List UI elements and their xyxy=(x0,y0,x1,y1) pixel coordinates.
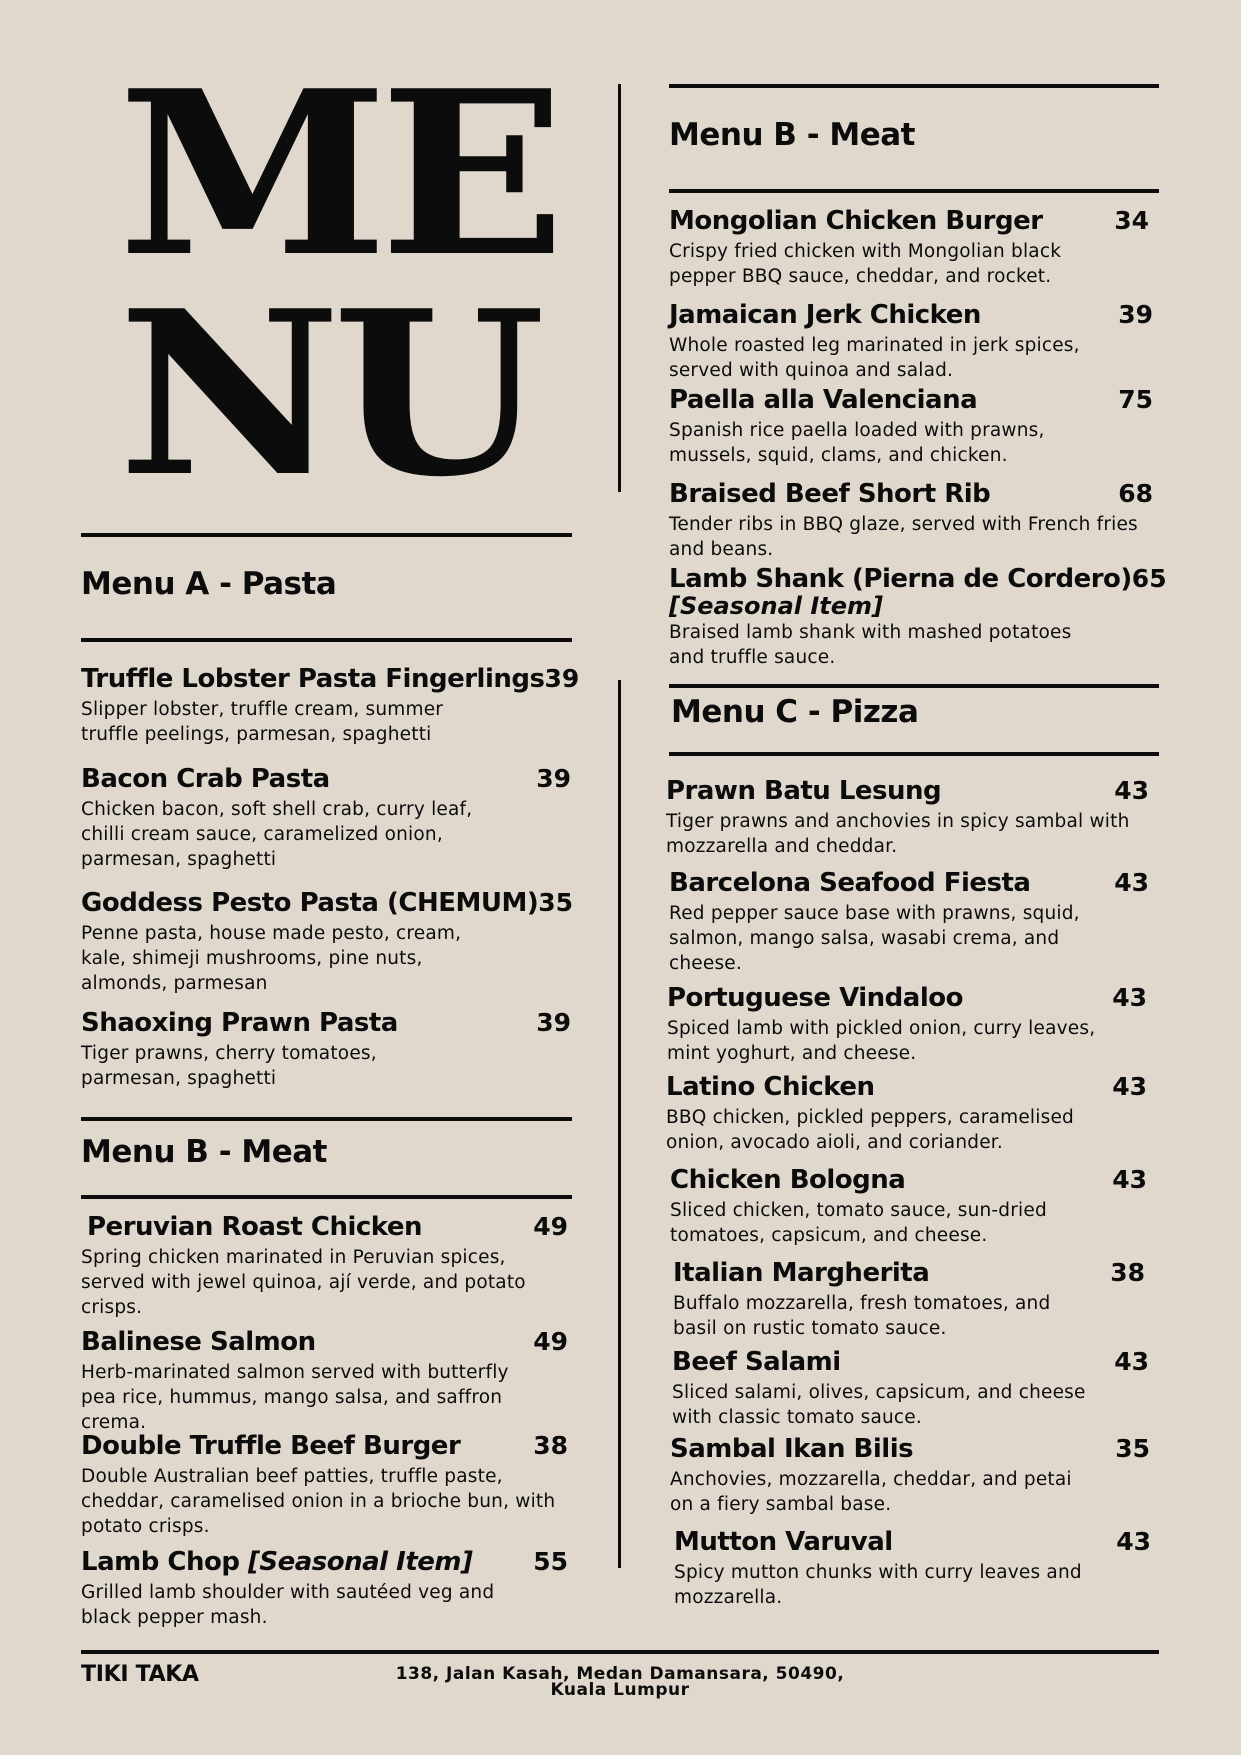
menu-title-nu: NU xyxy=(118,262,537,527)
item-price: 68 xyxy=(1118,479,1153,508)
section-title-menu-b-right: Menu B - Meat xyxy=(669,117,915,153)
item-name: Latino Chicken xyxy=(666,1072,875,1102)
menu-item xyxy=(666,776,1149,859)
item-price: 39 xyxy=(536,764,571,793)
menu-item xyxy=(669,868,1149,976)
item-price: 43 xyxy=(1114,776,1149,805)
item-name: Jamaican Jerk Chicken xyxy=(669,300,981,330)
item-desc: Braised lamb shank with mashed potatoes and truffle sauce. xyxy=(669,622,1072,668)
menu-item xyxy=(673,1258,1145,1341)
item-name: Paella alla Valenciana xyxy=(669,385,978,415)
menu-item xyxy=(669,300,1153,383)
menu-item xyxy=(81,1547,568,1630)
item-desc: Sliced chicken, tomato sauce, sun-dried tomatoes, capsicum, and cheese. xyxy=(670,1200,1047,1246)
section-title-menu-b: Menu B - Meat xyxy=(81,1134,327,1170)
section-title-menu-a: Menu A - Pasta xyxy=(81,566,337,602)
rule xyxy=(81,1117,572,1121)
item-desc: Buffalo mozzarella, fresh tomatoes, and basil on rustic tomato sauce. xyxy=(673,1293,1051,1339)
item-desc: Tiger prawns, cherry tomatoes, parmesan, spaghetti xyxy=(81,1043,377,1089)
item-name: Sambal Ikan Bilis xyxy=(670,1434,914,1464)
footer-address xyxy=(330,1666,910,1698)
item-name: Bacon Crab Pasta xyxy=(81,764,330,794)
menu-item xyxy=(81,1431,568,1539)
item-name: Chicken Bologna xyxy=(670,1165,906,1195)
menu-item xyxy=(666,1072,1147,1155)
menu-item xyxy=(669,206,1149,289)
menu-item xyxy=(81,1212,568,1320)
item-price: 43 xyxy=(1112,1072,1147,1101)
rule xyxy=(81,638,572,642)
item-name: Lamb Shank (Pierna de Cordero) xyxy=(669,564,1132,594)
rule xyxy=(81,1195,572,1199)
item-name: Mutton Varuval xyxy=(674,1527,893,1557)
item-price: 35 xyxy=(538,888,573,917)
rule xyxy=(669,684,1159,688)
footer-rule xyxy=(81,1650,1159,1654)
item-name-text: Lamb Chop xyxy=(81,1547,240,1577)
item-desc: BBQ chicken, pickled peppers, caramelised onion, avocado aioli, and coriander. xyxy=(666,1107,1074,1153)
item-price: 39 xyxy=(1118,300,1153,329)
item-price: 75 xyxy=(1118,385,1153,414)
item-name: Shaoxing Prawn Pasta xyxy=(81,1008,398,1038)
item-name: Mongolian Chicken Burger xyxy=(669,206,1043,236)
footer-address-line1: 138, Jalan Kasah, Medan Damansara, 50490, xyxy=(395,1664,845,1684)
item-price: 43 xyxy=(1116,1527,1151,1556)
rule xyxy=(669,84,1159,88)
item-desc: Double Australian beef patties, truffle paste, cheddar, caramelised onion in a brioche bun, with potato crisps. xyxy=(81,1466,556,1537)
item-desc: Spiced lamb with pickled onion, curry leaves, mint yoghurt, and cheese. xyxy=(667,1018,1096,1064)
item-price: 55 xyxy=(533,1547,568,1576)
menu-item xyxy=(674,1527,1151,1610)
item-name: Barcelona Seafood Fiesta xyxy=(669,868,1031,898)
seasonal-tag: [Seasonal Item] xyxy=(669,592,884,620)
menu-item xyxy=(670,1165,1147,1248)
menu-item xyxy=(81,888,571,996)
rule xyxy=(669,752,1159,756)
item-name: Braised Beef Short Rib xyxy=(669,479,991,509)
menu-item xyxy=(669,564,1167,670)
item-name: Peruvian Roast Chicken xyxy=(87,1212,423,1242)
item-price: 35 xyxy=(1115,1434,1150,1463)
menu-item xyxy=(667,983,1147,1066)
item-name: Beef Salami xyxy=(672,1347,841,1377)
item-price: 39 xyxy=(544,664,580,693)
item-name: Balinese Salmon xyxy=(81,1327,316,1357)
item-price: 49 xyxy=(533,1327,568,1356)
footer-brand: TIKI TAKA xyxy=(81,1662,199,1687)
item-price: 65 xyxy=(1131,564,1167,593)
menu-item xyxy=(81,1327,568,1435)
menu-item xyxy=(81,1008,571,1091)
menu-title-me: ME xyxy=(118,42,557,307)
item-desc: Spring chicken marinated in Peruvian spices, served with jewel quinoa, ají verde, and potato crisps. xyxy=(81,1247,526,1318)
item-desc: Sliced salami, olives, capsicum, and cheese with classic tomato sauce. xyxy=(672,1382,1086,1428)
menu-item xyxy=(670,1434,1150,1517)
section-title-menu-c: Menu C - Pizza xyxy=(671,694,919,730)
item-price: 43 xyxy=(1112,983,1147,1012)
item-price: 43 xyxy=(1114,868,1149,897)
item-desc: Tiger prawns and anchovies in spicy sambal with mozzarella and cheddar. xyxy=(666,811,1130,857)
item-price: 43 xyxy=(1114,1347,1149,1376)
item-desc: Penne pasta, house made pesto, cream, kale, shimeji mushrooms, pine nuts, almonds, parmesan xyxy=(81,923,462,994)
item-price: 38 xyxy=(1110,1258,1145,1287)
item-name xyxy=(81,1547,472,1577)
item-desc: Red pepper sauce base with prawns, squid, salmon, mango salsa, wasabi crema, and cheese. xyxy=(669,903,1080,974)
seasonal-tag: [Seasonal Item] xyxy=(248,1547,473,1577)
item-desc: Spanish rice paella loaded with prawns, mussels, squid, clams, and chicken. xyxy=(669,420,1045,466)
rule xyxy=(81,533,572,537)
column-divider-top xyxy=(618,84,621,492)
item-name: Double Truffle Beef Burger xyxy=(81,1431,461,1461)
item-price: 43 xyxy=(1112,1165,1147,1194)
column-divider-bottom xyxy=(618,680,621,1568)
item-name: Portuguese Vindaloo xyxy=(667,983,963,1013)
item-desc: Grilled lamb shoulder with sautéed veg and black pepper mash. xyxy=(81,1582,495,1628)
menu-item xyxy=(81,664,580,747)
item-desc: Chicken bacon, soft shell crab, curry leaf, chilli cream sauce, caramelized onion, parmesan, spaghetti xyxy=(81,799,473,870)
item-desc: Anchovies, mozzarella, cheddar, and petai on a fiery sambal base. xyxy=(670,1469,1072,1515)
item-desc: Whole roasted leg marinated in jerk spices, served with quinoa and salad. xyxy=(669,335,1080,381)
menu-item xyxy=(669,385,1153,468)
item-name: Italian Margherita xyxy=(673,1258,930,1288)
item-price: 38 xyxy=(533,1431,568,1460)
item-desc: Herb-marinated salmon served with butterfly pea rice, hummus, mango salsa, and saffron crema. xyxy=(81,1362,509,1433)
menu-item xyxy=(672,1347,1149,1430)
item-desc: Spicy mutton chunks with curry leaves and mozzarella. xyxy=(674,1562,1082,1608)
item-price: 39 xyxy=(536,1008,571,1037)
rule xyxy=(669,189,1159,193)
item-name: Truffle Lobster Pasta Fingerlings xyxy=(81,664,545,694)
menu-item xyxy=(669,479,1153,562)
item-desc: Crispy fried chicken with Mongolian black pepper BBQ sauce, cheddar, and rocket. xyxy=(669,241,1062,287)
item-desc: Slipper lobster, truffle cream, summer truffle peelings, parmesan, spaghetti xyxy=(81,699,444,745)
item-name: Goddess Pesto Pasta (CHEMUM) xyxy=(81,888,539,918)
item-name: Prawn Batu Lesung xyxy=(666,776,942,806)
item-price: 34 xyxy=(1114,206,1149,235)
footer-address-line2: Kuala Lumpur xyxy=(550,1680,690,1700)
item-price: 49 xyxy=(533,1212,568,1241)
menu-item xyxy=(81,764,571,872)
item-desc: Tender ribs in BBQ glaze, served with French fries and beans. xyxy=(669,514,1138,560)
